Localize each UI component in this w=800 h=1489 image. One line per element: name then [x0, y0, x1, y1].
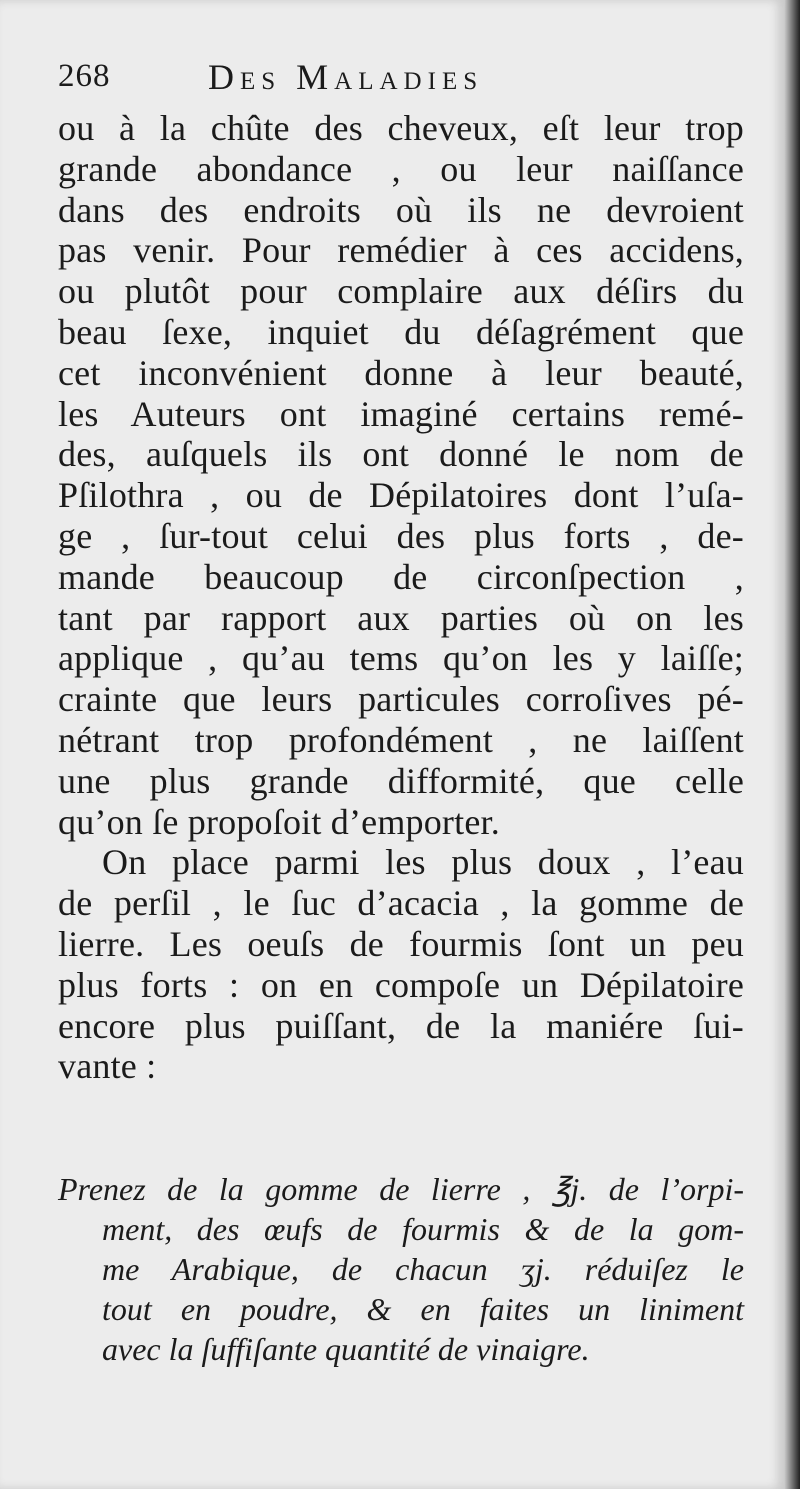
recipe-block — [58, 1169, 744, 1369]
text-line: vante : — [58, 1046, 157, 1087]
text-line: des, auſquels ils ont donné le nom de — [58, 434, 744, 475]
page-header — [58, 56, 744, 108]
text-line: pas venir. Pour remédier à ces accidens, — [58, 230, 744, 271]
body-text — [58, 108, 744, 1087]
recipe-line: avec la ſuffiſante quantité de vinaigre. — [102, 1331, 590, 1368]
recipe-line: Prenez de la gomme de lierre , ℥j. de l’orpi- — [58, 1171, 744, 1208]
text-line: ou à la chûte des cheveux, eſt leur trop — [58, 108, 744, 148]
text-line: applique , qu’au tems qu’on les y laiſſe; — [58, 638, 744, 679]
text-line: qu’on ſe propoſoit d’emporter. — [58, 801, 500, 842]
text-line: dans des endroits où ils ne devroient — [58, 189, 744, 230]
text-line: On place parmi les plus doux , l’eau — [102, 842, 744, 883]
text-line: crainte que leurs particules corroſives pé- — [58, 679, 744, 720]
text-line: lierre. Les oeuſs de fourmis ſont un peu — [58, 923, 744, 964]
page-content — [58, 56, 744, 1369]
page-number: 268 — [58, 58, 111, 94]
text-line: les Auteurs ont imaginé certains remé- — [58, 393, 744, 434]
recipe-line: ment, des œufs de fourmis & de la gom- — [102, 1211, 744, 1248]
text-line: Pſilothra , ou de Dépilatoires dont l’uſa- — [58, 475, 744, 516]
running-title: Des Maladies — [208, 57, 484, 97]
text-line: ge , ſur-tout celui des plus forts , de- — [58, 515, 744, 556]
text-line: de perſil , le ſuc d’acacia , la gomme de — [58, 883, 744, 924]
recipe-line: me Arabique, de chacun ʒj. réduiſez le — [102, 1251, 744, 1288]
recipe-line: tout en poudre, & en faites un liniment — [102, 1291, 744, 1328]
text-line: nétrant trop profondément , ne laiſſent — [58, 719, 744, 760]
text-line: tant par rapport aux parties où on les — [58, 597, 744, 638]
text-line: beau ſexe, inquiet du déſagrément que — [58, 311, 744, 352]
text-line: grande abondance , ou leur naiſſance — [58, 148, 744, 189]
text-line: mande beaucoup de circonſpection , — [58, 556, 744, 597]
text-line: plus forts : on en compoſe un Dépilatoire — [58, 964, 744, 1005]
text-line: ou plutôt pour complaire aux déſirs du — [58, 271, 744, 312]
page-edge — [784, 0, 800, 1489]
text-line: une plus grande difformité, que celle — [58, 760, 744, 801]
text-line: cet inconvénient donne à leur beauté, — [58, 352, 744, 393]
text-line: encore plus puiſſant, de la maniére ſui- — [58, 1005, 744, 1046]
